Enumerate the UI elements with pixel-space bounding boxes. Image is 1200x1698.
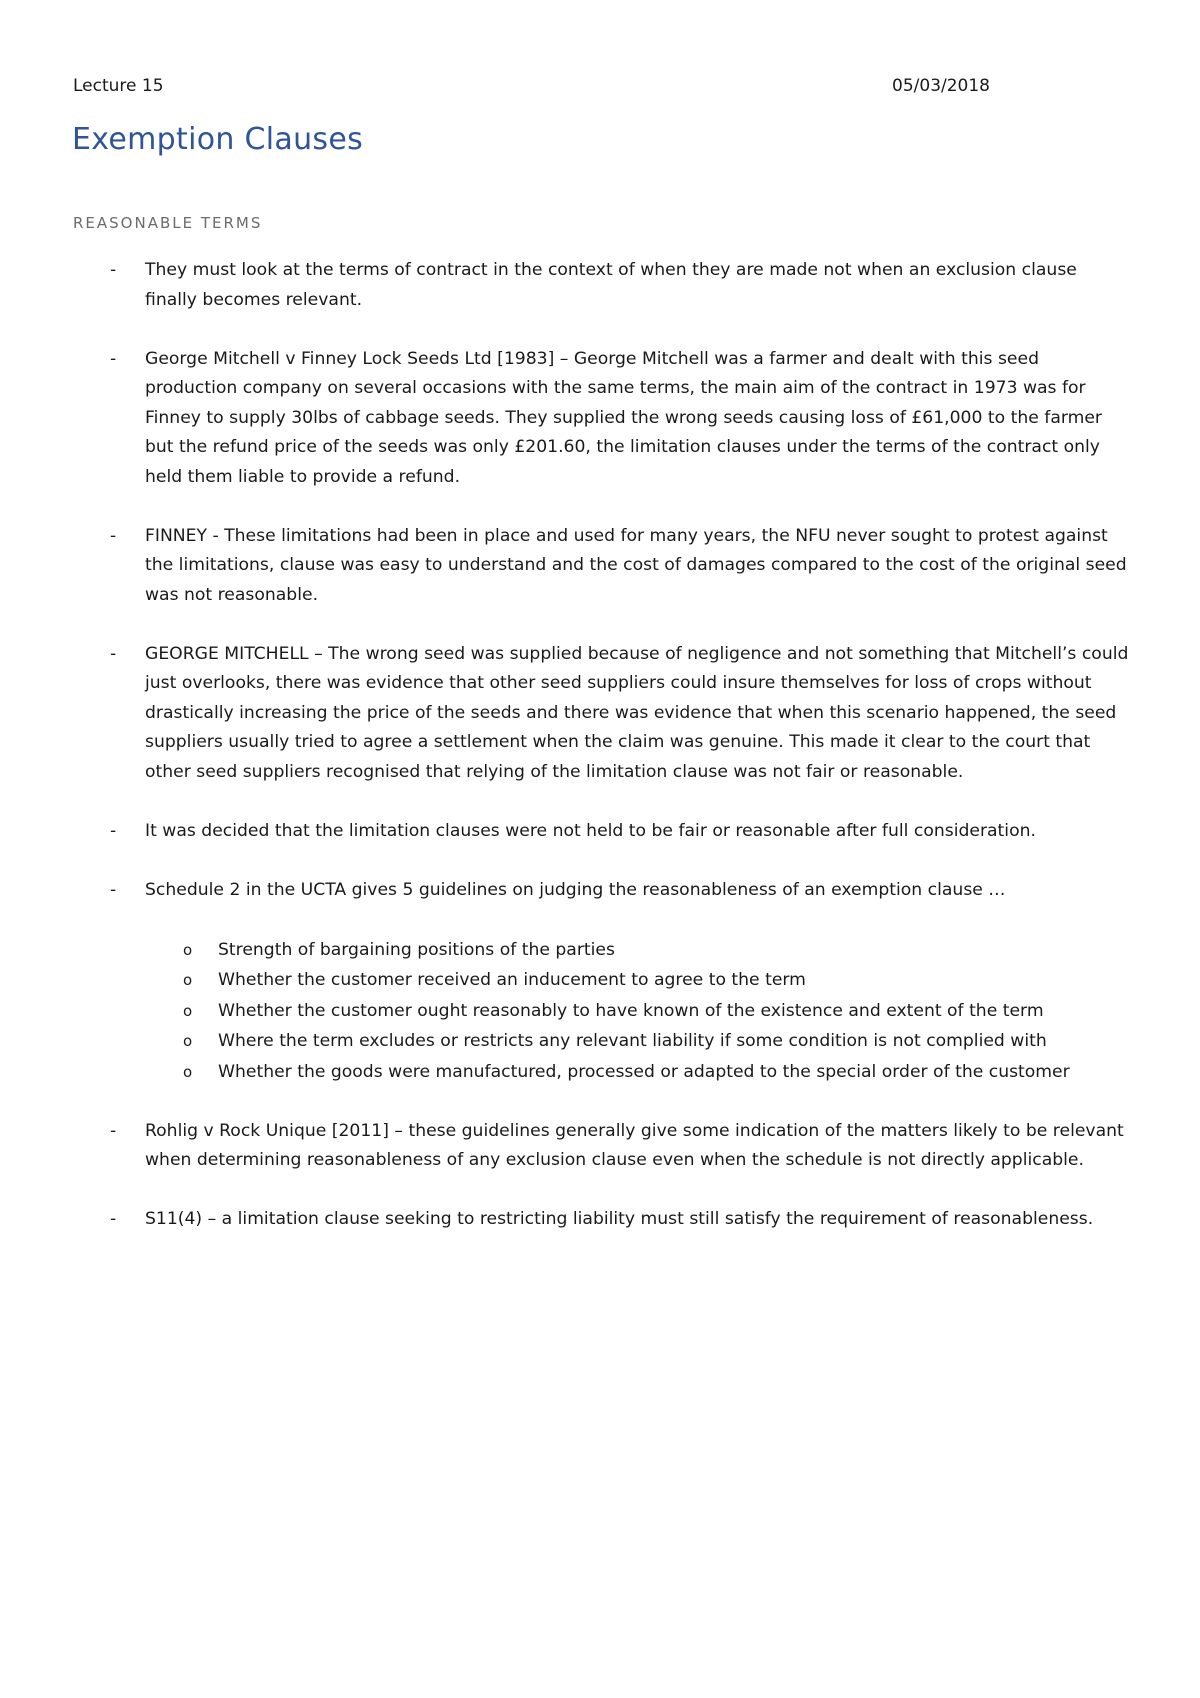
bullet-text: S11(4) – a limitation clause seeking to restricting liability must still satisfy the requirement of reasonableness. [145, 1209, 1094, 1229]
bullet-item [73, 640, 1133, 788]
circle-bullet-icon: o [183, 1001, 193, 1020]
bullet-item [73, 1205, 1133, 1235]
bullet-item [73, 345, 1133, 493]
bullet-item [73, 256, 1133, 315]
bullet-text: FINNEY - These limitations had been in place and used for many years, the NFU never sought to protest against the limitations, clause was easy to understand and the cost of damages compared to the cost of the original seed was not reasonable. [145, 525, 1127, 605]
guideline-item [73, 965, 1133, 996]
guideline-text: Whether the customer received an inducement to agree to the term [218, 970, 806, 990]
bullet-text: They must look at the terms of contract in the context of when they are made not when an exclusion clause finally becomes relevant. [145, 260, 1077, 310]
bullet-item [73, 1117, 1133, 1176]
circle-bullet-icon: o [183, 971, 193, 989]
bullet-text: George Mitchell v Finney Lock Seeds Ltd [1983] – George Mitchell was a farmer and dealt with this seed production company on several occasions with the same terms, the main aim of the contract in 1973 was for Finney to supply 30lbs of cabbage seeds. They supplied the wrong seeds causing loss of £61,000 to the farmer but the refund price of the seeds was only £201.60, the limitation clauses under the terms of the contract only held them liable to provide a refund. [145, 348, 1103, 487]
guideline-item [73, 996, 1133, 1027]
guideline-text: Strength of bargaining positions of the parties [218, 939, 615, 960]
lecture-label: Lecture 15 [73, 76, 164, 96]
lecture-date: 05/03/2018 [892, 76, 990, 96]
bullet-dash: - [110, 1120, 117, 1141]
bullet-item [73, 817, 1133, 847]
bullet-dash: - [110, 348, 117, 369]
circle-bullet-icon: o [183, 1032, 193, 1050]
bullet-dash: - [110, 260, 117, 280]
bullet-dash: - [110, 820, 117, 841]
guideline-text: Where the term excludes or restricts any relevant liability if some condition is not complied with [218, 1031, 1047, 1051]
guideline-item [73, 1057, 1133, 1088]
bullet-text: Rohlig v Rock Unique [2011] – these guidelines generally give some indication of the matters likely to be relevant when determining reasonableness of any exclusion clause even when the schedule is not directly applicable. [145, 1120, 1124, 1170]
bullet-dash: - [110, 879, 117, 900]
guideline-text: Whether the goods were manufactured, processed or adapted to the special order of the customer [218, 1061, 1070, 1082]
bullet-item [73, 522, 1133, 611]
page-header [73, 76, 990, 100]
page-title: Exemption Clauses [72, 122, 364, 157]
bullet-dash: - [110, 1209, 117, 1229]
bullet-text: It was decided that the limitation clauses were not held to be fair or reasonable after full consideration. [145, 820, 1036, 841]
bullet-dash: - [110, 525, 117, 546]
notes-content [73, 256, 1133, 1264]
guideline-item [73, 935, 1133, 966]
guideline-text: Whether the customer ought reasonably to have known of the existence and extent of the term [218, 1000, 1044, 1021]
section-heading: REASONABLE TERMS [73, 214, 263, 232]
circle-bullet-icon: o [183, 1062, 193, 1081]
bullet-text: GEORGE MITCHELL – The wrong seed was supplied because of negligence and not something that Mitchell’s could just overlooks, there was evidence that other seed suppliers could insure themselves for loss of crops without drastically increasing the price of the seeds and there was evidence that when this scenario happened, the seed suppliers usually tried to agree a settlement when the claim was genuine. This made it clear to the court that other seed suppliers recognised that relying of the limitation clause was not fair or reasonable. [145, 643, 1129, 782]
circle-bullet-icon: o [183, 940, 193, 959]
guidelines-list [73, 935, 1133, 1088]
bullet-dash: - [110, 643, 117, 664]
bullet-item [73, 876, 1133, 906]
bullet-text: Schedule 2 in the UCTA gives 5 guidelines on judging the reasonableness of an exemption clause … [145, 879, 1006, 900]
guideline-item [73, 1026, 1133, 1057]
